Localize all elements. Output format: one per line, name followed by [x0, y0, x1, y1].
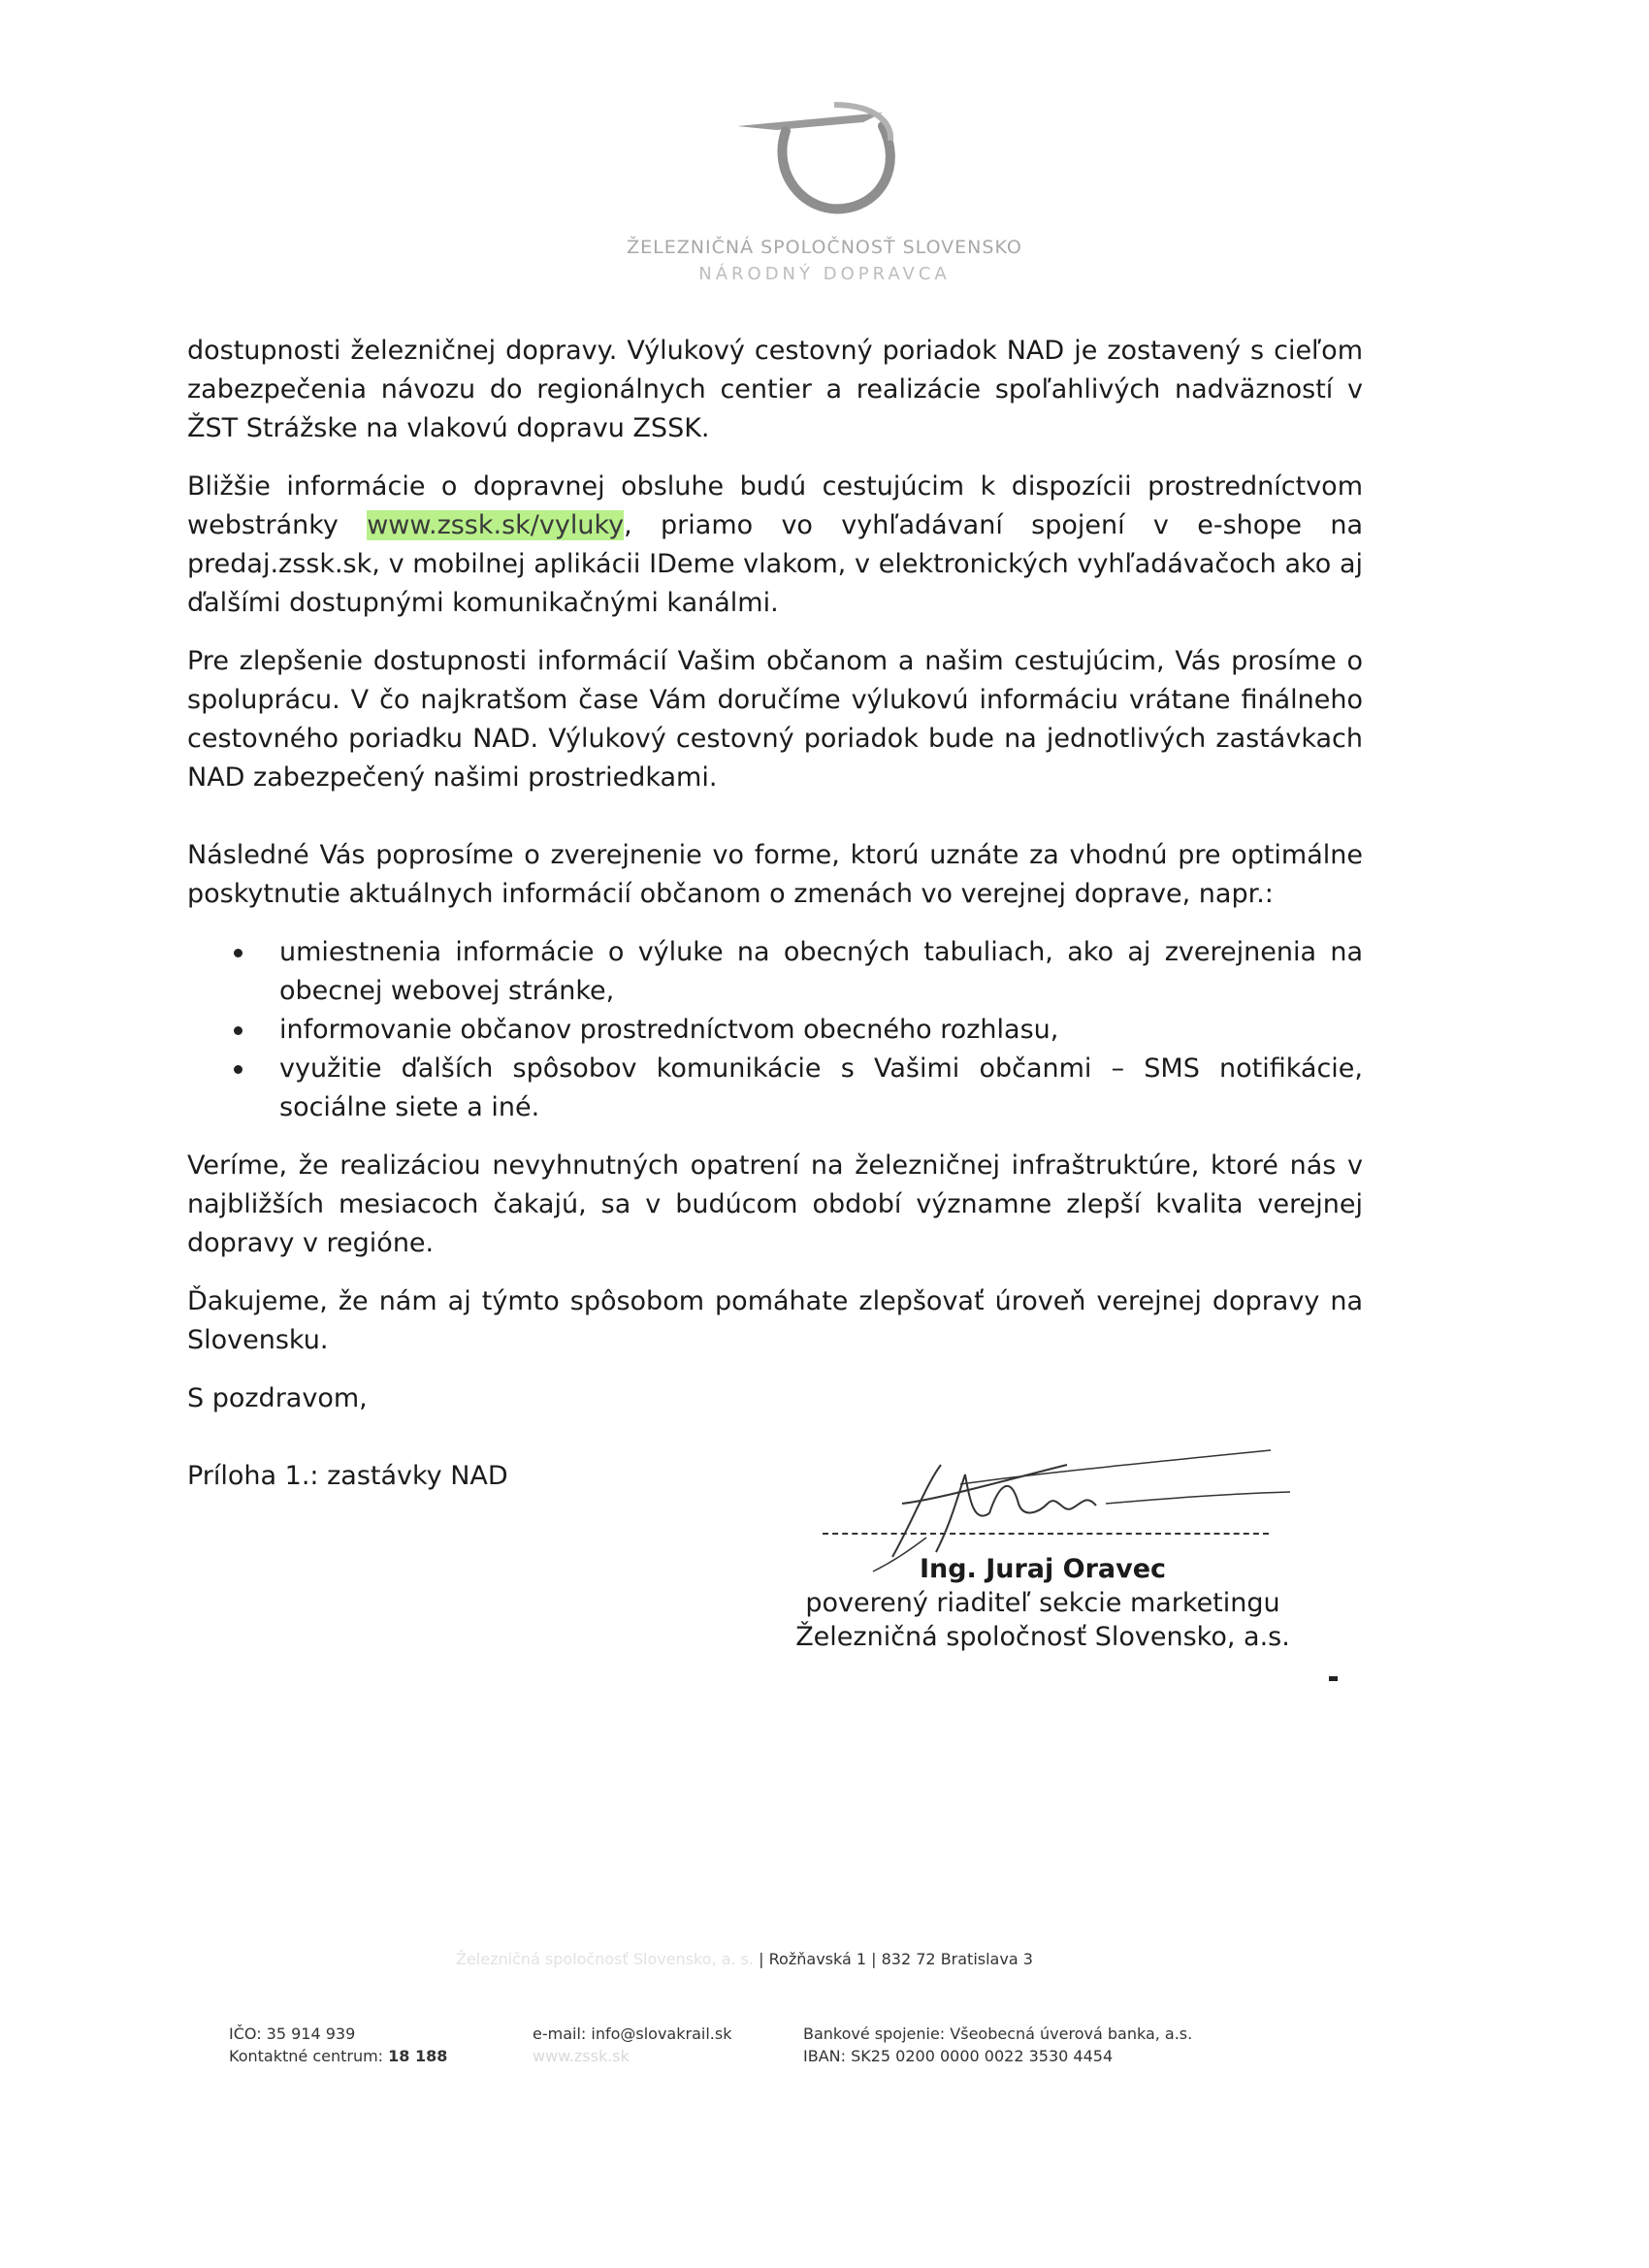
bullet-icon: [234, 1026, 242, 1035]
paragraph-info: [187, 468, 1363, 623]
footer-contact: [229, 2045, 447, 2067]
footer-address: [456, 1950, 1329, 1968]
footer-company: Železničná spoločnosť Slovensko, a. s.: [456, 1950, 755, 1968]
footer-ico: IČO: 35 914 939: [229, 2025, 356, 2043]
signature-line: [823, 1533, 1269, 1535]
signer-role: poverený riaditeľ sekcie marketingu: [805, 1588, 1280, 1618]
attachment-text: Príloha 1.: zastávky NAD: [187, 1461, 508, 1491]
paragraph-text: , priamo vo vyhľadávaní spojení v e-shope na predaj.zssk.sk, v mobilnej aplikácii IDeme vlakom, v elektronických vyhľadávačoch ako aj ďalšími dostupnými komunikačnými kanálmi.: [187, 510, 1363, 618]
list-item-text: využitie ďalších spôsobov komunikácie s Vašimi občanmi – SMS notifikácie, sociálne siete a iné.: [279, 1053, 1363, 1122]
bullet-list: [187, 933, 1363, 1127]
signer-company: Železničná spoločnosť Slovensko, a.s.: [795, 1622, 1290, 1652]
paragraph: Veríme, že realizáciou nevyhnutných opatrení na železničnej infraštruktúre, ktoré nás v najbližších mesiacoch čakajú, sa v budúcom období významne zlepší kvalita verejnej dopravy v regióne.: [187, 1150, 1363, 1258]
footer-street: Rožňavská 1: [768, 1950, 867, 1968]
footer-email[interactable]: e-mail: info@slovakrail.sk: [533, 2025, 732, 2043]
signer-details: [757, 1552, 1329, 1654]
zssk-logo-icon: [718, 87, 931, 233]
footer-column-bank: [803, 2023, 1192, 2067]
signer-name: Ing. Juraj Oravec: [919, 1554, 1167, 1584]
list-item-text: informovanie občanov prostredníctvom obecného rozhlasu,: [279, 1015, 1059, 1045]
paragraph-text: Bližšie informácie o dopravnej obsluhe budú cestujúcim k dispozícii prostredníctvom webstránky: [187, 471, 1363, 540]
paragraph: Pre zlepšenie dostupnosti informácií Vašim občanom a našim cestujúcim, Vás prosíme o spoluprácu. V čo najkratšom čase Vám doručíme výlukovú informáciu vrátane finálneho cestovného poriadku NAD. Výlukový cestovný poriadok bude na jednotlivých zastávkach NAD zabezpečený našimi prostriedkami.: [187, 646, 1363, 793]
footer-contact-number: 18 188: [388, 2047, 448, 2065]
bullet-icon: [234, 1065, 242, 1074]
list-item: [187, 1050, 1363, 1127]
bullet-icon: [234, 949, 242, 957]
list-item-text: umiestnenia informácie o výluke na obecných tabuliach, ako aj zverejnenia na obecnej webovej stránke,: [279, 937, 1363, 1006]
paragraph: Následné Vás poprosíme o zverejnenie vo forme, ktorú uznáte za vhodnú pre optimálne poskytnutie aktuálnych informácií občanom o zmenách vo verejnej doprave, napr.:: [187, 840, 1363, 909]
footer-separator: |: [871, 1950, 877, 1968]
website-link[interactable]: www.zssk.sk/vyluky: [367, 510, 625, 540]
paragraph: dostupnosti železničnej dopravy. Výlukový cestovný poriadok NAD je zostavený s cieľom zabezpečenia návozu do regionálnych centier a realizácie spoľahlivých nadväzností v ŽST Strážske na vlakovú dopravu ZSSK.: [187, 336, 1363, 443]
footer-contact-label: Kontaktné centrum:: [229, 2047, 384, 2065]
closing-text: S pozdravom,: [187, 1383, 368, 1413]
letterhead: [0, 87, 1649, 284]
company-name: ŽELEZNIČNÁ SPOLOČNOSŤ SLOVENSKO: [627, 237, 1022, 258]
letter-body: [187, 332, 1363, 1515]
footer-column-ids: [229, 2023, 447, 2067]
list-item: [187, 1011, 1363, 1050]
signature-block: [757, 1445, 1329, 1669]
ink-mark: [1329, 1676, 1338, 1681]
footer-iban: IBAN: SK25 0200 0000 0022 3530 4454: [803, 2047, 1114, 2065]
footer-web[interactable]: www.zssk.sk: [533, 2047, 630, 2065]
footer-city: 832 72 Bratislava 3: [881, 1950, 1033, 1968]
footer-column-contacts: [533, 2023, 731, 2067]
company-subtitle: NÁRODNÝ DOPRAVCA: [698, 264, 951, 284]
paragraph: Ďakujeme, že nám aj týmto spôsobom pomáhate zlepšovať úroveň verejnej dopravy na Slovensku.: [187, 1286, 1363, 1355]
footer-bank: Bankové spojenie: Všeobecná úverová banka, a.s.: [803, 2025, 1193, 2043]
footer-separator: |: [759, 1950, 764, 1968]
list-item: [187, 933, 1363, 1011]
